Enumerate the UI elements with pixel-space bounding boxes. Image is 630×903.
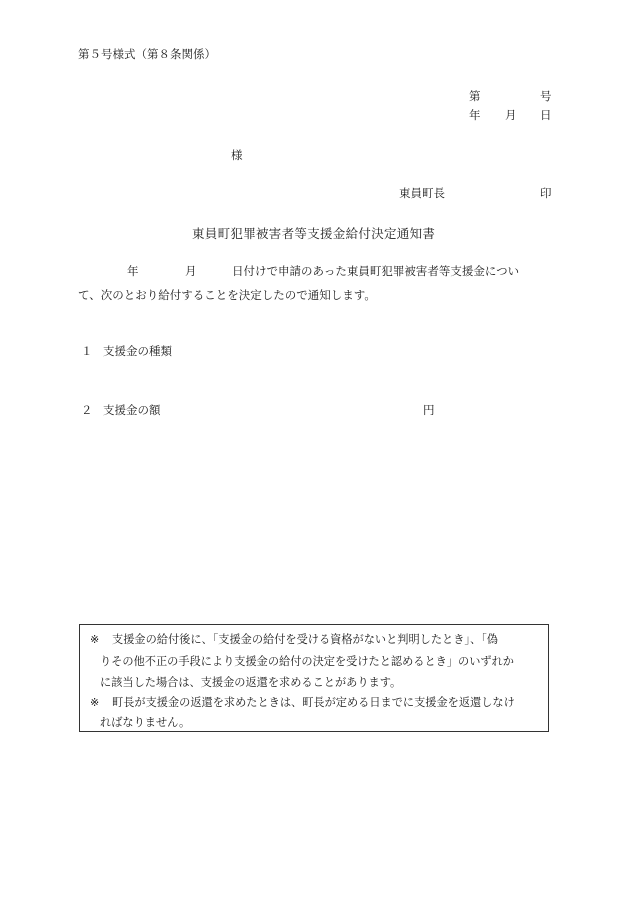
note-1-mark: ※ <box>90 633 100 646</box>
note-1-line-3: に該当した場合は、支援金の返還を求めることがあります。 <box>100 676 402 689</box>
seal-mark: 印 <box>540 186 552 200</box>
date-month: 月 <box>505 108 517 122</box>
body-line-1-text: 日付けで申請のあった東員町犯罪被害者等支援金につい <box>232 264 520 278</box>
item-label: 支援金の額 <box>103 403 161 417</box>
note-1-line-2: りその他不正の手段により支援金の給付の決定を受けたと認めるとき」のいずれか <box>100 655 514 668</box>
note-1-line-1: 支援金の給付後に、「支援金の給付を受ける資格がないと判明したとき」、「偽 <box>112 633 498 646</box>
item-label: 支援金の種類 <box>103 344 172 358</box>
issuer-name: 東員町長 <box>399 186 445 200</box>
note-2-line-1: 町長が支援金の返還を求めたときは、町長が定める日までに支援金を返還しなけ <box>112 696 515 709</box>
body-month: 月 <box>185 264 197 278</box>
note-2-line-2: ればなりません。 <box>100 716 191 729</box>
recipient-suffix: 様 <box>231 148 243 162</box>
note-2-mark: ※ <box>90 696 100 709</box>
body-year: 年 <box>127 264 139 278</box>
document-number-prefix: 第 <box>469 89 481 103</box>
body-line-2: て、次のとおり給付することを決定したので通知します。 <box>78 288 376 302</box>
item-number: １ <box>81 344 93 358</box>
form-label: 第５号様式（第８条関係） <box>78 47 216 61</box>
date-day: 日 <box>540 108 552 122</box>
date-year: 年 <box>469 108 481 122</box>
notes-box <box>79 624 549 732</box>
item-number: ２ <box>81 403 93 417</box>
document-title: 東員町犯罪被害者等支援金給付決定通知書 <box>192 226 436 241</box>
amount-unit: 円 <box>423 403 435 417</box>
document-number-suffix: 号 <box>540 89 552 103</box>
